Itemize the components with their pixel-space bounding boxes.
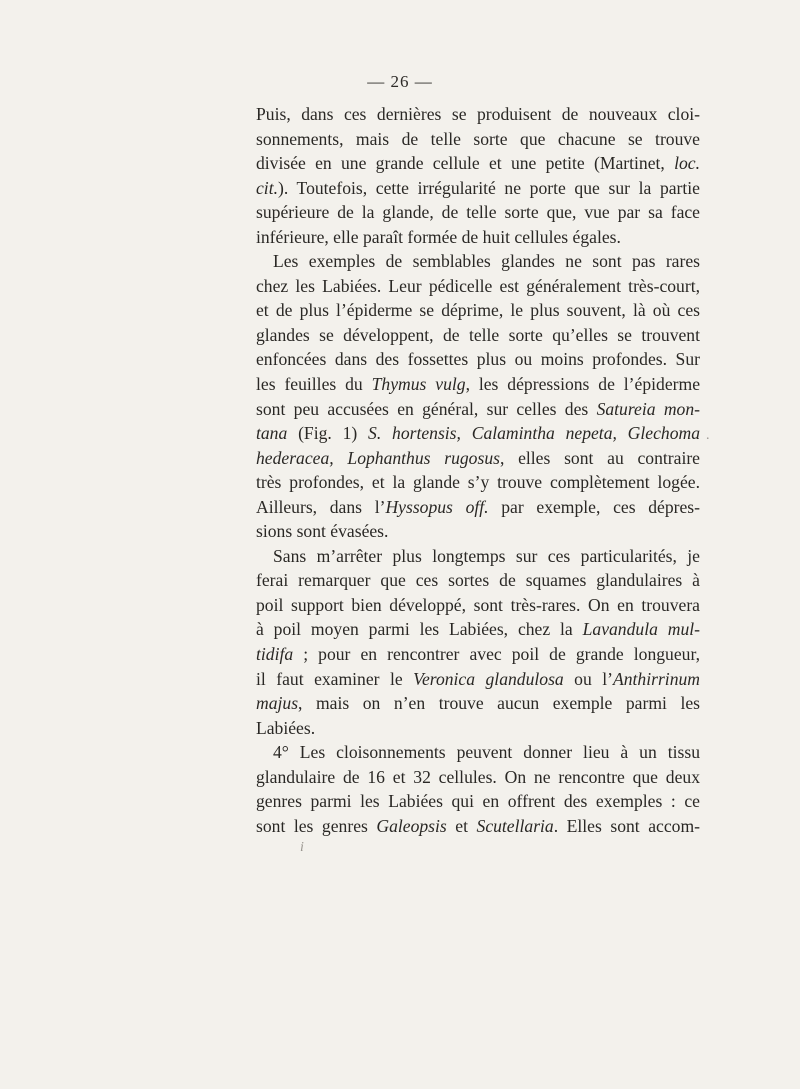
italic-run: S. hortensis, Calamintha nepeta, Glechoma bbox=[368, 423, 700, 444]
text-run: poil support bien développé, sont très-rares. On en trouvera bbox=[256, 594, 700, 615]
text-run: très profondes, et la glande s’y trouve complètement logée. bbox=[256, 472, 700, 493]
italic-run: Scutellaria bbox=[476, 815, 554, 836]
text-run: Sans m’arrêter plus longtemps sur ces particularités, je bbox=[273, 545, 700, 566]
text-run: et de plus l’épiderme se déprime, le plus souvent, là où ces bbox=[256, 300, 700, 321]
text-run: (Fig. 1) bbox=[287, 423, 369, 444]
text-line bbox=[256, 765, 700, 790]
text-run: sions sont évasées. bbox=[256, 521, 389, 542]
text-line bbox=[256, 495, 700, 520]
text-line bbox=[256, 667, 700, 692]
italic-run: tidifa bbox=[256, 644, 294, 665]
italic-run: Lavandula mul- bbox=[582, 619, 700, 640]
text-run: les feuilles du bbox=[256, 374, 372, 395]
text-run: sont peu accusées en général, sur celles des bbox=[256, 398, 597, 419]
text-line bbox=[256, 617, 700, 642]
text-run: glandes se développent, de telle sorte qu’elles se trouvent bbox=[256, 324, 700, 345]
text-line bbox=[256, 519, 700, 544]
page-number: — 26 — bbox=[367, 72, 433, 91]
text-line bbox=[256, 642, 700, 667]
text-run: ou l’ bbox=[563, 668, 613, 689]
text-run: à poil moyen parmi les Labiées, chez la bbox=[256, 619, 583, 640]
italic-run: hederacea, Lophanthus rugosus bbox=[256, 447, 500, 468]
text-run: inférieure, elle paraît formée de huit cellules égales. bbox=[256, 226, 621, 247]
stray-mark: i bbox=[300, 840, 304, 855]
text-run: divisée en une grande cellule et une petite (Martinet, bbox=[256, 153, 675, 174]
text-run: , les dépressions de l’épiderme bbox=[465, 374, 700, 395]
text-run: par exemple, ces dépres- bbox=[488, 496, 700, 517]
italic-run: cit. bbox=[256, 177, 278, 198]
text-line bbox=[256, 200, 700, 225]
text-line bbox=[256, 789, 700, 814]
text-run: ). Toutefois, cette irrégularité ne porte que sur la partie bbox=[277, 177, 700, 198]
text-run: et bbox=[446, 815, 477, 836]
text-run: chez les Labiées. Leur pédicelle est généralement très-court, bbox=[256, 275, 700, 296]
text-line bbox=[256, 274, 700, 299]
text-line bbox=[256, 347, 700, 372]
text-line bbox=[256, 298, 700, 323]
text-line bbox=[256, 716, 700, 741]
text-line bbox=[256, 593, 700, 618]
text-run: Ailleurs, dans l’ bbox=[256, 496, 386, 517]
italic-run: tana bbox=[256, 423, 288, 444]
text-run: supérieure de la glande, de telle sorte que, vue par sa face bbox=[256, 202, 700, 223]
text-run: glandulaire de 16 et 32 cellules. On ne rencontre que deux bbox=[256, 766, 700, 787]
text-line bbox=[256, 421, 700, 446]
text-run: , mais on n’en trouve aucun exemple parmi les bbox=[298, 693, 700, 714]
text-run: 4° Les cloisonnements peuvent donner lieu à un tissu bbox=[273, 742, 700, 763]
italic-run: Hyssopus off. bbox=[385, 496, 489, 517]
italic-run: Satureia mon- bbox=[596, 398, 701, 419]
text-run: enfoncées dans des fossettes plus ou moins profondes. Sur bbox=[256, 349, 700, 370]
italic-run: loc. bbox=[674, 153, 700, 174]
text-line bbox=[256, 323, 700, 348]
text-run: Les exemples de semblables glandes ne sont pas rares bbox=[273, 251, 700, 272]
text-line bbox=[256, 225, 700, 250]
text-line bbox=[256, 446, 700, 471]
text-run: ferai remarquer que ces sortes de squames glandulaires à bbox=[256, 570, 700, 591]
text-line bbox=[256, 470, 700, 495]
text-run: sonnements, mais de telle sorte que chacune se trouve bbox=[256, 128, 700, 149]
text-line bbox=[256, 568, 700, 593]
text-line bbox=[256, 249, 700, 274]
italic-run: majus bbox=[256, 693, 299, 714]
text-run: il faut examiner le bbox=[256, 668, 414, 689]
stray-mark: . bbox=[706, 428, 710, 443]
text-run: genres parmi les Labiées qui en offrent des exemples : ce bbox=[256, 791, 700, 812]
text-line bbox=[256, 691, 700, 716]
text-line bbox=[256, 151, 700, 176]
text-line bbox=[256, 372, 700, 397]
italic-run: Thymus vulg bbox=[371, 374, 466, 395]
text-line bbox=[256, 814, 700, 839]
text-run: , elles sont au contraire bbox=[499, 447, 700, 468]
italic-run: Galeopsis bbox=[376, 815, 447, 836]
text-line bbox=[256, 740, 700, 765]
text-line bbox=[256, 127, 700, 152]
text-run: ; pour en rencontrer avec poil de grande longueur, bbox=[293, 644, 700, 665]
italic-run: Veronica glandulosa bbox=[413, 668, 564, 689]
text-run: sont les genres bbox=[256, 815, 377, 836]
text-run: Labiées. bbox=[256, 717, 316, 738]
text-run: Puis, dans ces dernières se produisent de nouveaux cloi- bbox=[256, 104, 700, 124]
text-line bbox=[256, 176, 700, 201]
text-line bbox=[256, 102, 700, 127]
body-text bbox=[256, 102, 700, 838]
text-line bbox=[256, 544, 700, 569]
text-run: . Elles sont accom- bbox=[553, 815, 700, 836]
text-line bbox=[256, 397, 700, 422]
italic-run: Anthirrinum bbox=[613, 668, 700, 689]
